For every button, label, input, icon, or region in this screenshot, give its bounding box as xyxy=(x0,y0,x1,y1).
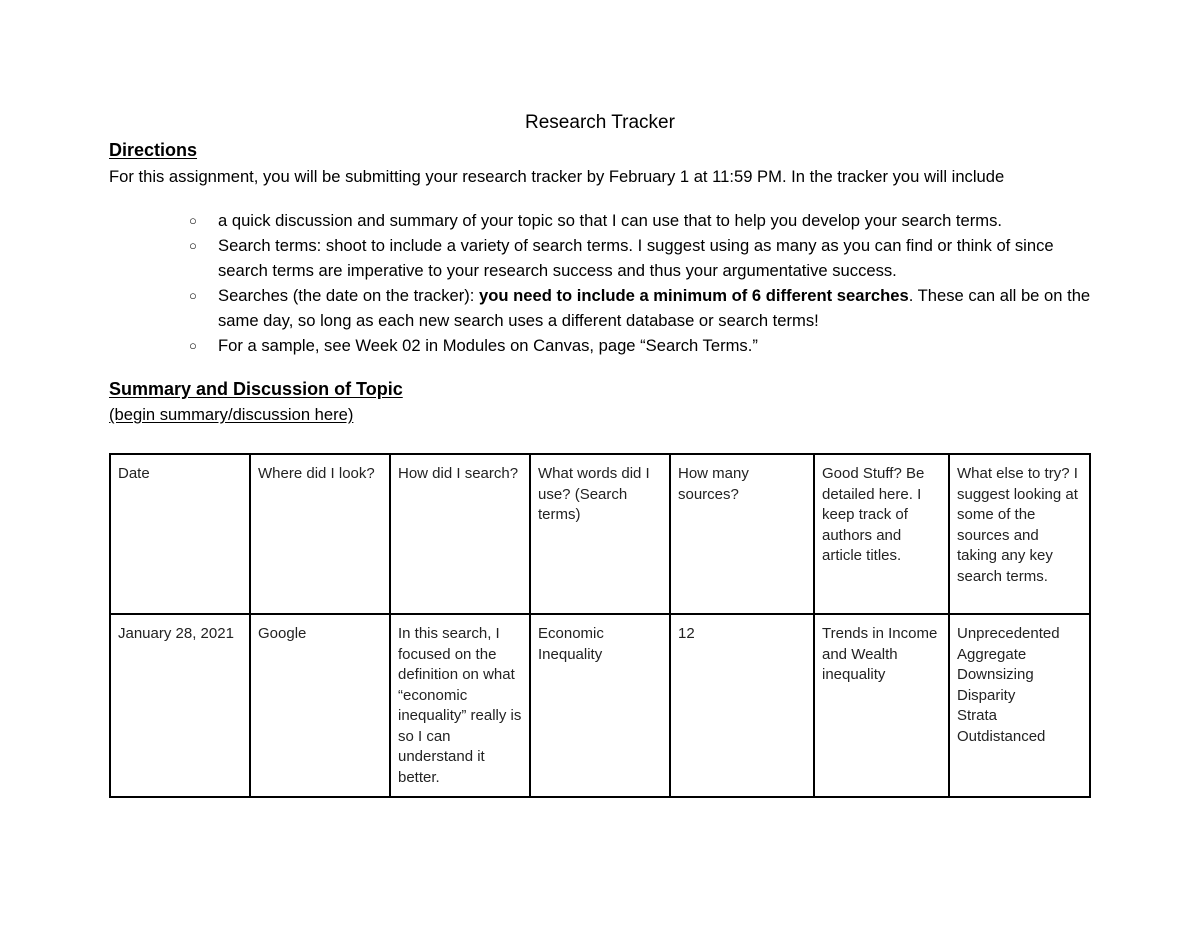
cell-source-count[interactable]: 12 xyxy=(670,614,814,797)
cell-search-terms[interactable]: Economic Inequality xyxy=(530,614,670,797)
term-item: Disparity xyxy=(957,686,1016,704)
cell-what-else[interactable] xyxy=(949,614,1090,797)
header-what-else: What else to try? I suggest looking at some of the sources and taking any key search terms. xyxy=(949,454,1090,614)
list-item-text-suffix: . These can all be on the same day, so long as each new search uses a different database or search terms! xyxy=(218,286,1091,330)
research-tracker-table xyxy=(109,453,1091,798)
bullet-marker: ○ xyxy=(189,288,197,303)
cell-date[interactable]: January 28, 2021 xyxy=(110,614,250,797)
bullet-marker: ○ xyxy=(189,213,197,228)
header-good-stuff: Good Stuff? Be detailed here. I keep track of authors and article titles. xyxy=(814,454,949,614)
list-item-text-prefix: Searches (the date on the tracker): xyxy=(218,286,480,305)
cell-how[interactable]: In this search, I focused on the definition on what “economic inequality” really is so I can understand it better. xyxy=(390,614,530,797)
list-item-emphasis: you need to include a minimum of 6 different searches xyxy=(479,286,909,305)
term-item: Unprecedented xyxy=(957,625,1060,642)
header-how: How did I search? xyxy=(390,454,530,614)
list-item xyxy=(189,208,1099,233)
list-item-text: Search terms: shoot to include a variety of search terms. I suggest using as many as you can find or think of since search terms are imperative to your research success and thus your argumentative success. xyxy=(218,236,1054,280)
term-item: Aggregate xyxy=(957,645,1027,663)
list-item xyxy=(189,283,1099,333)
term-item: Strata xyxy=(957,707,998,724)
list-item xyxy=(189,333,1099,358)
term-item: Outdistanced xyxy=(957,727,1046,745)
header-source-count: How many sources? xyxy=(670,454,814,614)
directions-list xyxy=(189,208,1099,358)
cell-where[interactable]: Google xyxy=(250,614,390,797)
header-where: Where did I look? xyxy=(250,454,390,614)
header-date: Date xyxy=(110,454,250,614)
list-item-text: For a sample, see Week 02 in Modules on Canvas, page “Search Terms.” xyxy=(218,336,758,355)
list-item xyxy=(189,233,1099,283)
table-row xyxy=(110,614,1090,797)
bullet-marker: ○ xyxy=(189,338,197,353)
directions-intro: For this assignment, you will be submitting your research tracker by February 1 at 11:59 PM. In the tracker you will include xyxy=(109,167,1005,186)
summary-heading: Summary and Discussion of Topic xyxy=(109,379,403,399)
document-title: Research Tracker xyxy=(525,112,675,133)
directions-heading: Directions xyxy=(109,140,198,160)
term-item: Downsizing xyxy=(957,666,1034,683)
table-header-row xyxy=(110,454,1090,614)
header-search-terms: What words did I use? (Search terms) xyxy=(530,454,670,614)
summary-placeholder[interactable]: (begin summary/discussion here) xyxy=(109,405,354,424)
cell-good-stuff[interactable]: Trends in Income and Wealth inequality xyxy=(814,614,949,797)
bullet-marker: ○ xyxy=(189,238,197,253)
list-item-text: a quick discussion and summary of your topic so that I can use that to help you develop your search terms. xyxy=(218,211,1002,230)
